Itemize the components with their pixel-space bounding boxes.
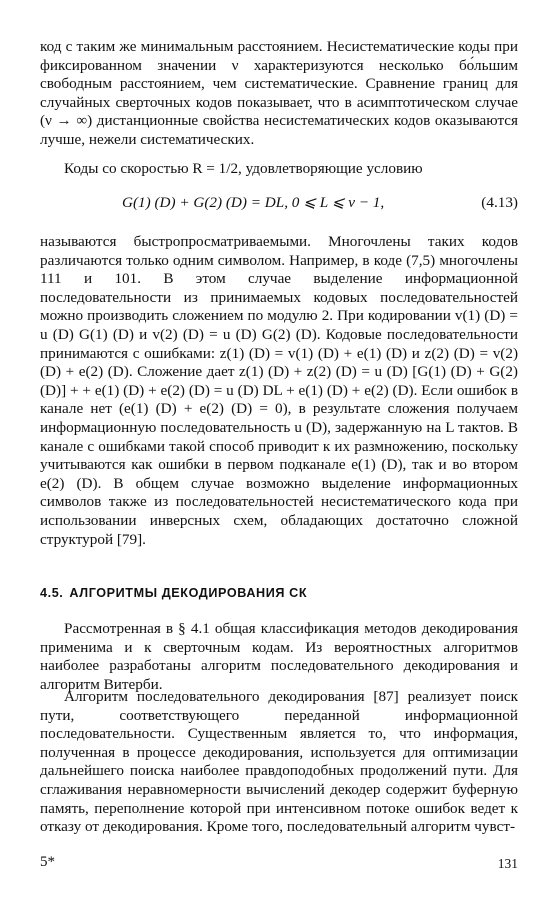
section-number: 4.5.	[40, 586, 64, 600]
paragraph-5: Алгоритм последовательного декодирования [87] реализует поиск пути, соответствующего переданной информационной последовательности. Существенным является то, что информация, полученная в процессе декодирования, используется для оптимизации дальнейшего поиска наиболее правдоподобных продолжений пути. Для сглаживания неравномерности вычислений декодер содержит буферную память, переполнение которой при интенсивном потоке ошибок ведет к отказу от декодирования. Кроме того, последовательный алгоритм чувст-	[40, 688, 518, 836]
equation-expression: G(1) (D) + G(2) (D) = DL, 0 ⩽ L ⩽ ν − 1,	[122, 194, 385, 211]
paragraph-sequential	[40, 688, 518, 837]
page-number: 131	[497, 856, 518, 871]
equation-number: (4.13)	[481, 194, 518, 211]
paragraph-intro	[40, 38, 518, 150]
paragraph-fast-view-codes	[40, 233, 518, 549]
section-title: АЛГОРИТМЫ ДЕКОДИРОВАНИЯ СК	[69, 586, 308, 600]
paragraph-4: Рассмотренная в § 4.1 общая классификация методов декодирования применима и к сверточным кодам. Из вероятностных алгоритмов наиболее разработаны алгоритм последовательного декодирования и алгоритм Витерби.	[40, 620, 518, 693]
section-heading	[40, 586, 313, 600]
paragraph-3: называются быстропросматриваемыми. Многочлены таких кодов различаются только одним символом. Например, в коде (7,5) многочлены 111 и 101. В этом случае выделение информационной последовательности из принимаемых кодовых последовательностей можно производить сложением по модулю 2. При кодировании v(1) (D) = u (D) G(1) (D) и v(2) (D) = u (D) G(2) (D). Кодовые последовательности принимаются с ошибками: z(1) (D) = v(1) (D) + e(1) (D) и z(2) (D) = v(2) (D) + e(2) (D). Сложение дает z(1) (D) + z(2) (D) = u (D) [G(1) (D) + G(2) (D)] + + e(1) (D) + e(2) (D) = u (D) DL + e(1) (D) + e(2) (D). Если ошибок в канале нет (e(1) (D) + e(2) (D) = 0), в результате сложения получаем информационную последовательность u (D), задержанную на L тактов. В канале с ошибками такой способ приводит к их размножению, поскольку учитываются как ошибки в первом подканале e(1) (D), так и во втором e(2) (D). В общем случае возможно выделение информационных символов также из последовательностей несистематического кода при использовании инверсных схем, обладающих достаточно сложной структурой [79].	[40, 233, 518, 548]
paragraph-classification	[40, 620, 518, 694]
paragraph-codes-rate	[40, 160, 518, 179]
paragraph-1: код с таким же минимальным расстоянием. Несистематические коды при фиксированном значении ν характеризуются несколько бо́льшим свободным расстоянием, чем систематические. Сравнение границ для случайных сверточных кодов показывает, что в асимптотическом случае (ν → ∞) дистанционные свойства несистематических кодов оказываются лучше, нежели систематических.	[40, 38, 518, 148]
paragraph-2: Коды со скоростью R = 1/2, удовлетворяющие условию	[64, 160, 423, 177]
signature-mark: 5*	[40, 854, 55, 870]
